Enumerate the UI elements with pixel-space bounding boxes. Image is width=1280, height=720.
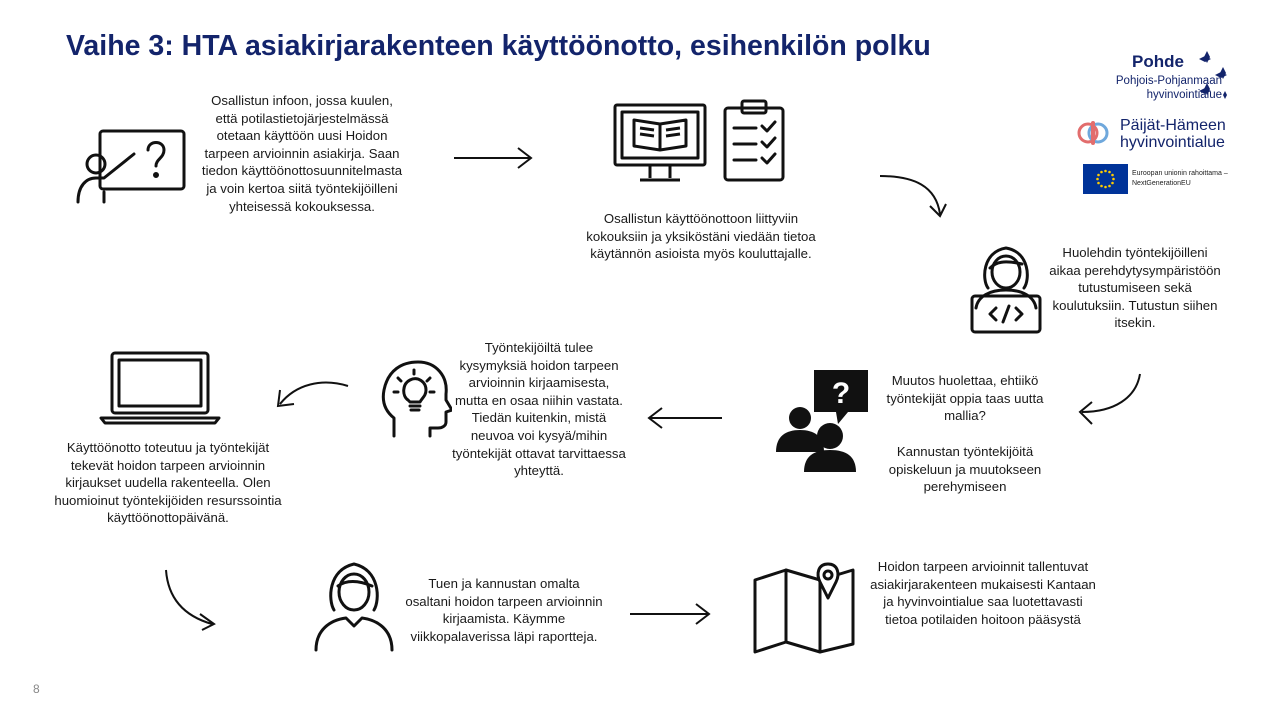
clipboard-checklist-icon [722,98,788,184]
arrow-curve-down-2 [160,566,228,632]
svg-text:?: ? [831,377,851,410]
laptop-icon [98,350,222,426]
page-title: Vaihe 3: HTA asiakirjarakenteen käyttöönotto, esihenkilön polku [66,30,931,62]
step3-text: Huolehdin työntekijöilleni aikaa perehdytysympäristöön tutustumiseen sekä koulutuksiin. Tutustun siihen itsekin. [1049,245,1221,331]
people-question-icon [774,368,870,474]
pohde-logo-name: Pohde [1132,52,1184,71]
arrow-curve-left-1 [1072,372,1146,428]
map-pin-icon [752,560,856,654]
step4-encourage-text: Kannustan työntekijöitä opiskeluun ja muutokseen perehymiseen [888,444,1042,495]
phhva-logo-icon [1076,115,1112,151]
step2-text: Osallistun käyttöönottoon liittyviin kokouksiin ja yksiköstäni viedään tietoa käytännön asioista myös kouluttajalle. [586,211,816,262]
eu-line1: Euroopan unionin rahoittama – [1132,170,1228,177]
step6-text: Käyttöönotto toteutuu ja työntekijät tekevät hoidon tarpeen arvioinnin kirjaukset uudella rakenteella. Olen huomioinut työntekijöiden resurssointia käyttöönottopäivänä. [54,440,282,526]
computer-book-icon [612,102,708,184]
arrow-curve-down-1 [878,172,948,220]
pohde-sub-line1: Pohjois-Pohjanmaan [1115,75,1222,87]
arrow-right-2 [628,602,712,626]
step8-text: Hoidon tarpeen arvioinnit tallentuvat asiakirjarakenteen mukaisesti Kantaan ja hyvinvointialue saa luotettavasti tietoa potilaiden hoitoon pääsystä [870,559,1096,627]
pohde-logo-subtitle [1080,74,1222,102]
head-lightbulb-icon [380,356,452,440]
step7-text: Tuen ja kannustan omalta osaltani hoidon tarpeen arvioinnin kirjaamista. Käymme viikkopalaverissa läpi raportteja. [405,576,603,644]
eu-flag-icon [1083,164,1128,194]
eu-line2: NextGenerationEU [1132,180,1191,187]
presenter-whiteboard-icon [74,128,188,206]
phhva-line2: hyvinvointialue [1120,134,1225,151]
woman-user-icon [312,560,396,652]
step4-question-text: Muutos huolettaa, ehtiikö työntekijät oppia taas uutta mallia? [886,373,1044,424]
arrow-curve-left-2 [272,376,352,410]
phhva-logo-text [1120,117,1226,151]
arrow-right-1 [452,146,534,170]
page-number: 8 [33,682,40,696]
step5-text: Työntekijöiltä tulee kysymyksiä hoidon tarpeen arvioinnin kirjaamisesta, mutta en osaa niihin vastata. Tiedän kuitenkin, mistä neuvoa voi kysyä/mihin työntekijät ottavat tarvittaessa yhteyttä. [452,340,626,479]
pohde-sub-line2: hyvinvointialue [1146,89,1222,101]
person-laptop-code-icon [966,240,1046,336]
eu-funding-text [1132,169,1228,189]
step1-text: Osallistun infoon, jossa kuulen, että potilastietojärjestelmässä otetaan käyttöön uusi Hoidon tarpeen arvioinnin asiakirja. Saan tiedon käyttöönottosuunnitelmasta ja voin kertoa siitä työntekijöilleni yhteisessä kokouksessa. [201,93,403,214]
phhva-line1: Päijät-Hämeen [1120,117,1226,134]
arrow-left-1 [646,406,726,430]
